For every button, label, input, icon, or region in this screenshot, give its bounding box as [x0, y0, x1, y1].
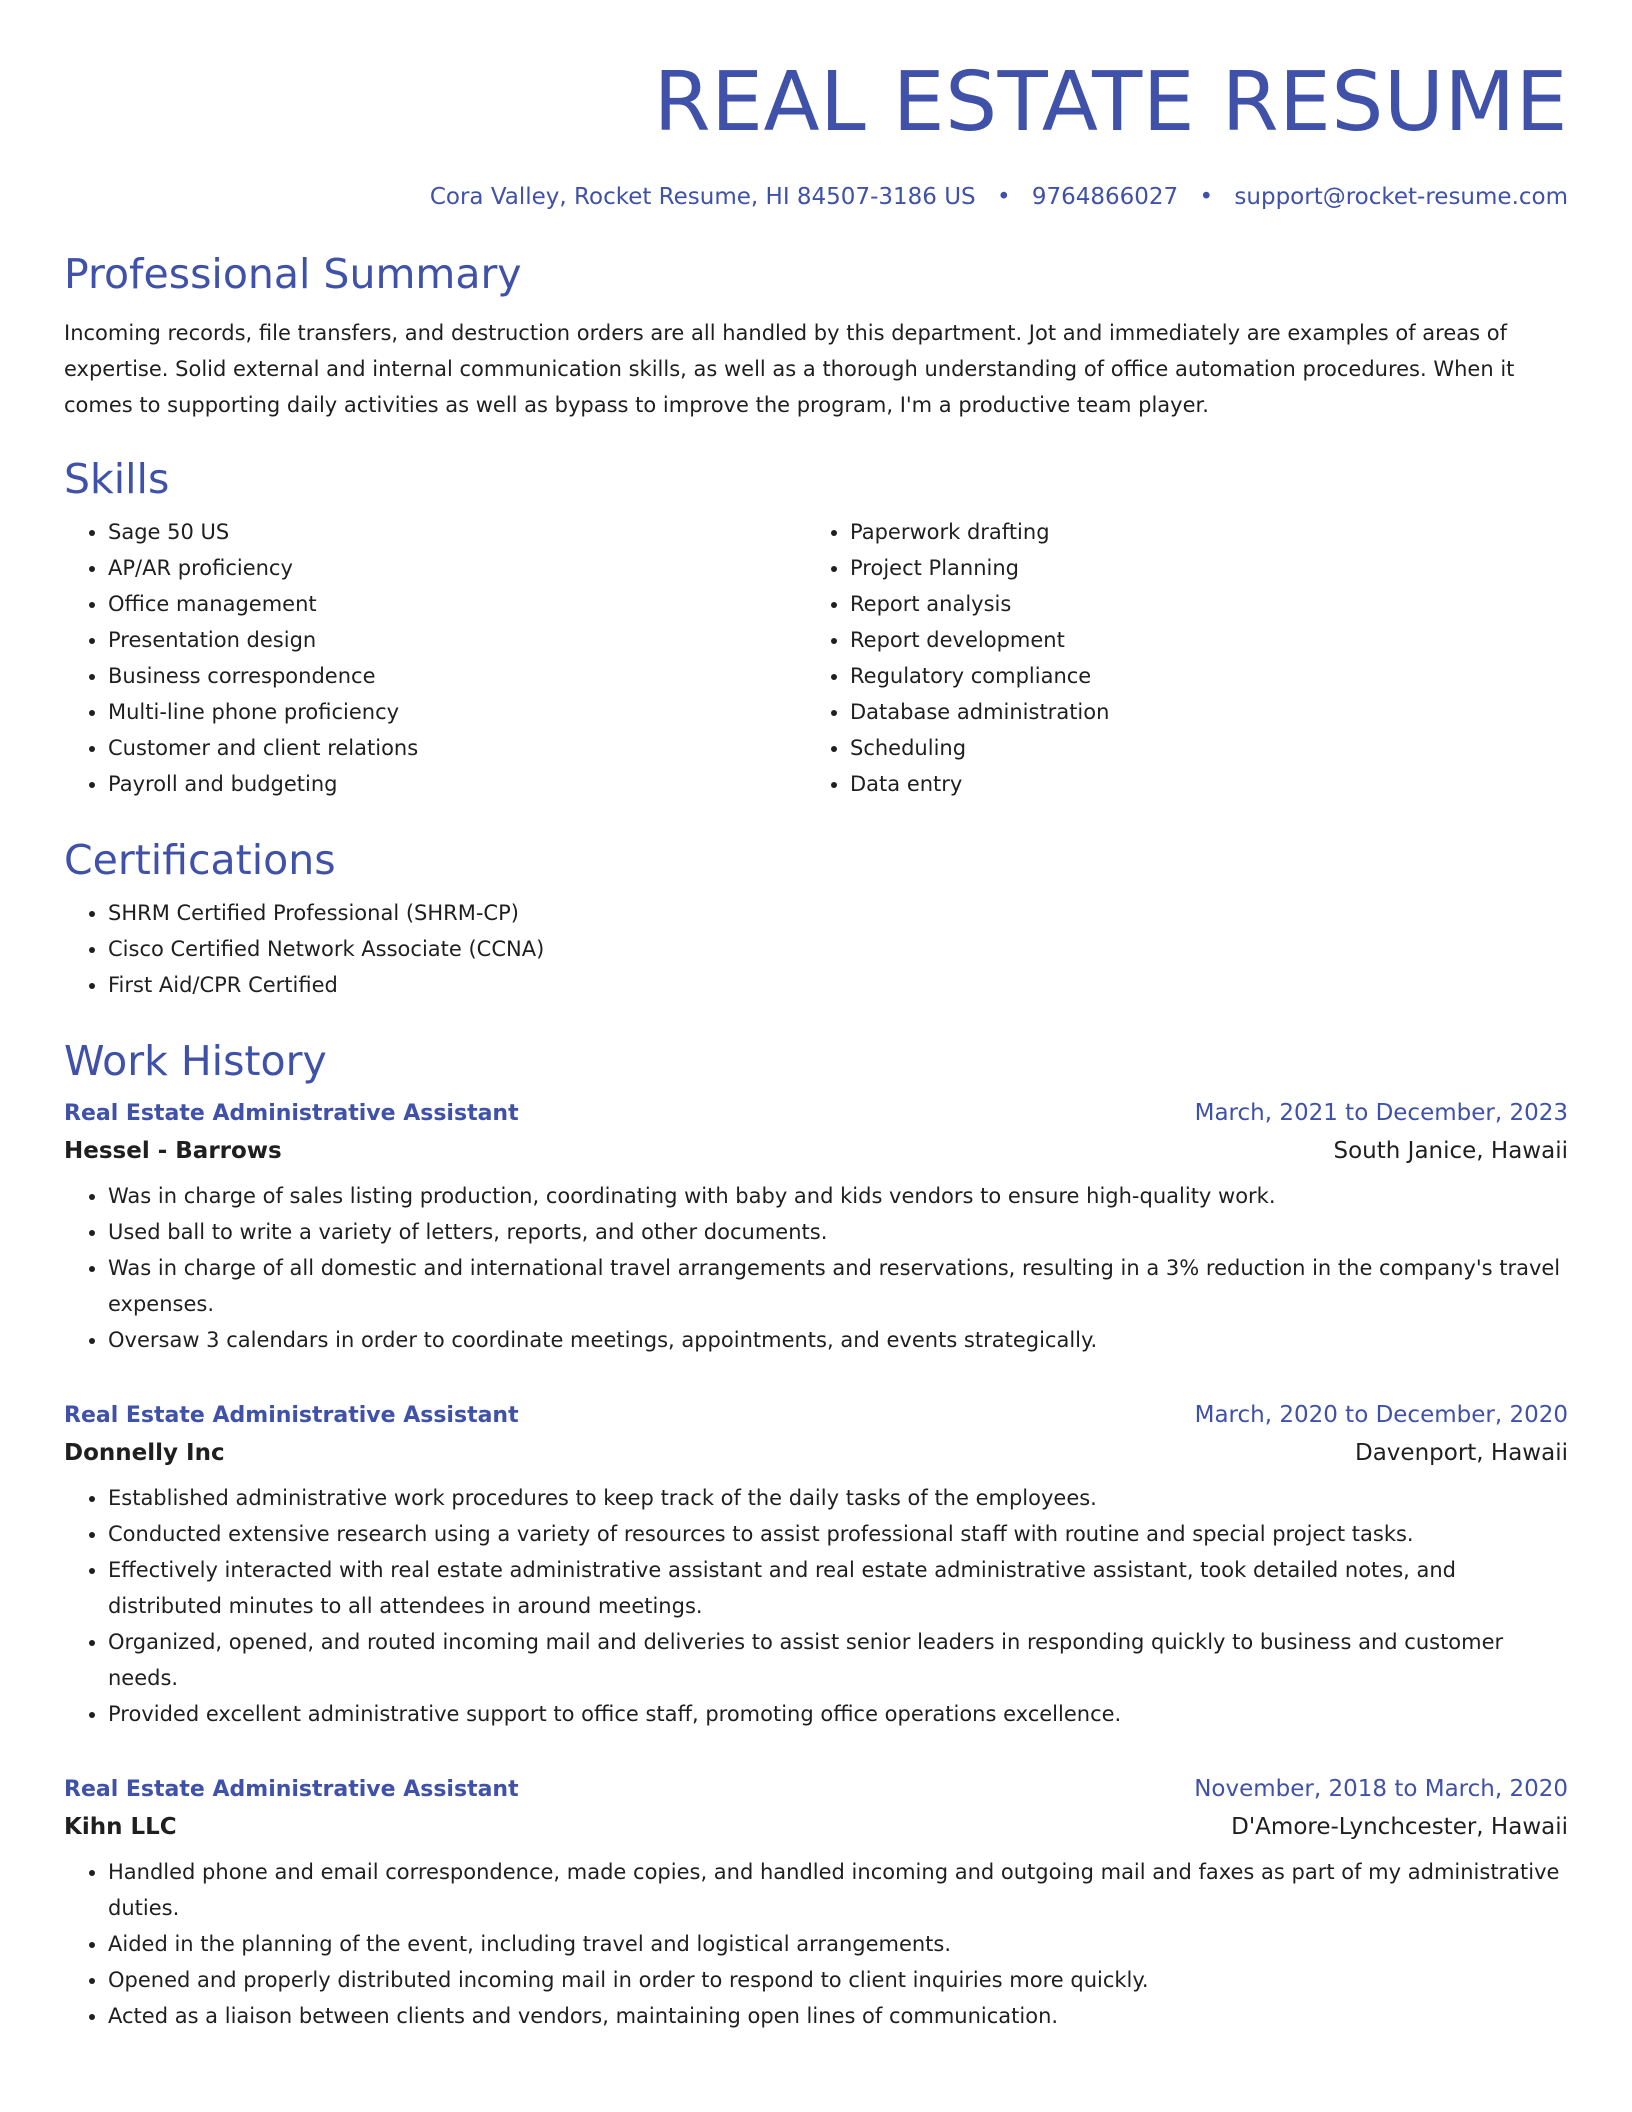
job-subheader: [64, 1440, 1568, 1466]
certification-item: • Cisco Certified Network Associate (CCNA): [108, 931, 1568, 967]
job-location: South Janice, Hawaii: [1333, 1138, 1568, 1165]
job-bullet: • Conducted extensive research using a variety of resources to assist professional staff with routine and special project tasks.: [108, 1516, 1568, 1552]
skills-heading: Skills: [64, 455, 170, 504]
job-subheader: [64, 1138, 1568, 1164]
job-title: Real Estate Administrative Assistant: [64, 1101, 519, 1127]
job-header: [64, 1402, 1568, 1428]
skill-item: • Scheduling: [850, 730, 1548, 766]
skill-item: • Office management: [108, 586, 806, 622]
job-bullets: [64, 1480, 1568, 1732]
contact-email[interactable]: support@rocket-resume.com: [1234, 184, 1568, 210]
job-bullets: [64, 1178, 1568, 1358]
job-header: [64, 1100, 1568, 1126]
resume-title: REAL ESTATE RESUME: [653, 55, 1568, 150]
skill-item: • Payroll and budgeting: [108, 766, 806, 802]
contact-phone: 9764866027: [1031, 184, 1179, 210]
certifications-list: [64, 895, 1568, 1003]
skill-item: • Regulatory compliance: [850, 658, 1548, 694]
job-bullet: • Handled phone and email correspondence, made copies, and handled incoming and outgoing mail and faxes as part of my administrative duties.: [108, 1854, 1568, 1926]
job-location: Davenport, Hawaii: [1355, 1440, 1568, 1467]
skill-item: • Sage 50 US: [108, 514, 806, 550]
skill-item: • Presentation design: [108, 622, 806, 658]
job-bullet: • Established administrative work procedures to keep track of the daily tasks of the employees.: [108, 1480, 1568, 1516]
skill-item: • Project Planning: [850, 550, 1548, 586]
skill-item: • AP/AR proficiency: [108, 550, 806, 586]
job-subheader: [64, 1814, 1568, 1840]
job-company: Kihn LLC: [64, 1814, 177, 1841]
job-bullet: • Acted as a liaison between clients and vendors, maintaining open lines of communication.: [108, 1998, 1568, 2034]
job-bullet: • Organized, opened, and routed incoming mail and deliveries to assist senior leaders in responding quickly to business and customer needs.: [108, 1624, 1568, 1696]
skill-item: • Data entry: [850, 766, 1548, 802]
job-dates: March, 2021 to December, 2023: [1194, 1100, 1568, 1127]
contact-separator: •: [1199, 184, 1214, 210]
job-entry: [64, 1100, 1568, 1358]
skill-item: • Customer and client relations: [108, 730, 806, 766]
job-bullet: • Used ball to write a variety of letters, reports, and other documents.: [108, 1214, 1568, 1250]
job-dates: March, 2020 to December, 2020: [1194, 1402, 1568, 1429]
job-title: Real Estate Administrative Assistant: [64, 1403, 519, 1429]
contact-line: [64, 184, 1568, 210]
job-bullet: • Was in charge of all domestic and international travel arrangements and reservations, resulting in a 3% reduction in the company's travel expenses.: [108, 1250, 1568, 1322]
job-bullets: [64, 1854, 1568, 2034]
job-company: Donnelly Inc: [64, 1440, 225, 1467]
summary-heading: Professional Summary: [64, 250, 522, 298]
skill-item: • Multi-line phone proficiency: [108, 694, 806, 730]
job-entry: [64, 1402, 1568, 1732]
job-entry: [64, 1776, 1568, 2034]
work-history-heading: Work History: [64, 1037, 327, 1086]
summary-text: Incoming records, file transfers, and destruction orders are all handled by this department. Jot and immediately are examples of areas of expertise. Solid external and internal communication skills, as well as a thorough understanding of office automation procedures. When it comes to supporting daily activities as well as bypass to improve the program, I'm a productive team player.: [64, 321, 1515, 418]
certification-item: • First Aid/CPR Certified: [108, 967, 1568, 1003]
contact-separator: •: [996, 184, 1011, 210]
contact-address: Cora Valley, Rocket Resume, HI 84507-3186 US: [429, 184, 976, 210]
certifications-heading: Certifications: [64, 836, 336, 885]
certification-item: • SHRM Certified Professional (SHRM-CP): [108, 895, 1568, 931]
job-title: Real Estate Administrative Assistant: [64, 1777, 519, 1803]
skills-right-list: [806, 514, 1548, 802]
skill-item: • Paperwork drafting: [850, 514, 1548, 550]
skills-left-list: [64, 514, 806, 802]
skills-columns: [64, 514, 1568, 802]
job-company: Hessel - Barrows: [64, 1138, 282, 1165]
skill-item: • Business correspondence: [108, 658, 806, 694]
job-bullet: • Oversaw 3 calendars in order to coordinate meetings, appointments, and events strategically.: [108, 1322, 1568, 1358]
job-bullet: • Provided excellent administrative support to office staff, promoting office operations excellence.: [108, 1696, 1568, 1732]
job-location: D'Amore-Lynchcester, Hawaii: [1231, 1814, 1568, 1841]
skill-item: • Database administration: [850, 694, 1548, 730]
job-header: [64, 1776, 1568, 1802]
job-dates: November, 2018 to March, 2020: [1194, 1776, 1568, 1803]
job-bullet: • Effectively interacted with real estate administrative assistant and real estate administrative assistant, took detailed notes, and distributed minutes to all attendees in around meetings.: [108, 1552, 1568, 1624]
job-bullet: • Opened and properly distributed incoming mail in order to respond to client inquiries more quickly.: [108, 1962, 1568, 1998]
skill-item: • Report analysis: [850, 586, 1548, 622]
job-bullet: • Was in charge of sales listing production, coordinating with baby and kids vendors to ensure high-quality work.: [108, 1178, 1568, 1214]
job-bullet: • Aided in the planning of the event, including travel and logistical arrangements.: [108, 1926, 1568, 1962]
skill-item: • Report development: [850, 622, 1548, 658]
